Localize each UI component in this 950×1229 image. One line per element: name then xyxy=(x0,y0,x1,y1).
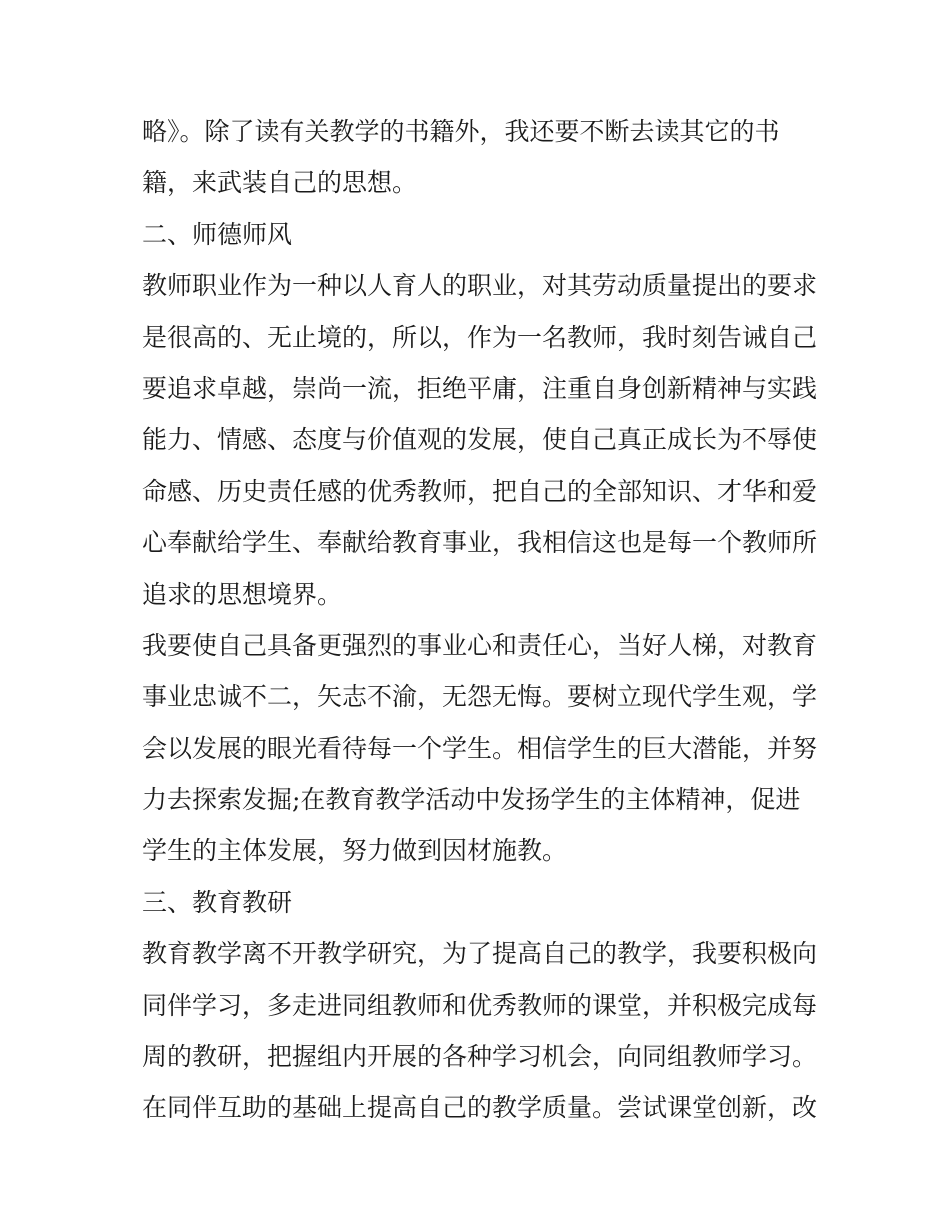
document-body xyxy=(142,106,817,1134)
text-line: 籍，来武装自己的思想。 xyxy=(142,168,418,198)
text-line: 同伴学习，多走进同组教师和优秀教师的课堂，并积极完成每 xyxy=(142,990,818,1020)
text-line: 我要使自己具备更强烈的事业心和责任心，当好人梯，对教育 xyxy=(142,630,818,660)
text-line: 追求的思想境界。 xyxy=(142,579,343,609)
text-line: 学生的主体发展，努力做到因材施教。 xyxy=(142,836,568,866)
text-line: 要追求卓越，崇尚一流，拒绝平庸，注重自身创新精神与实践 xyxy=(142,373,818,403)
text-line: 心奉献给学生、奉献给教育事业，我相信这也是每一个教师所 xyxy=(142,528,818,558)
text-line: 能力、情感、态度与价值观的发展，使自己真正成长为不辱使 xyxy=(142,425,818,455)
text-line: 教师职业作为一种以人育人的职业，对其劳动质量提出的要求 xyxy=(142,271,818,301)
text-line: 命感、历史责任感的优秀教师，把自己的全部知识、才华和爱 xyxy=(142,476,818,506)
section-heading: 三、教育教研 xyxy=(142,887,293,917)
text-line: 教育教学离不开教学研究，为了提高自己的教学，我要积极向 xyxy=(142,939,818,969)
section-heading: 二、师德师风 xyxy=(142,219,293,249)
text-line: 力去探索发掘;在教育教学活动中发扬学生的主体精神，促进 xyxy=(142,785,801,815)
text-line: 是很高的、无止境的，所以，作为一名教师，我时刻告诫自己 xyxy=(142,322,818,352)
text-line: 在同伴互助的基础上提高自己的教学质量。尝试课堂创新，改 xyxy=(142,1093,818,1123)
text-line: 周的教研，把握组内开展的各种学习机会，向同组教师学习。 xyxy=(142,1042,818,1072)
text-line: 事业忠诚不二，矢志不渝，无怨无悔。要树立现代学生观，学 xyxy=(142,682,818,712)
text-line: 会以发展的眼光看待每一个学生。相信学生的巨大潜能，并努 xyxy=(142,733,818,763)
text-line: 略》。除了读有关教学的书籍外，我还要不断去读其它的书 xyxy=(142,117,780,146)
